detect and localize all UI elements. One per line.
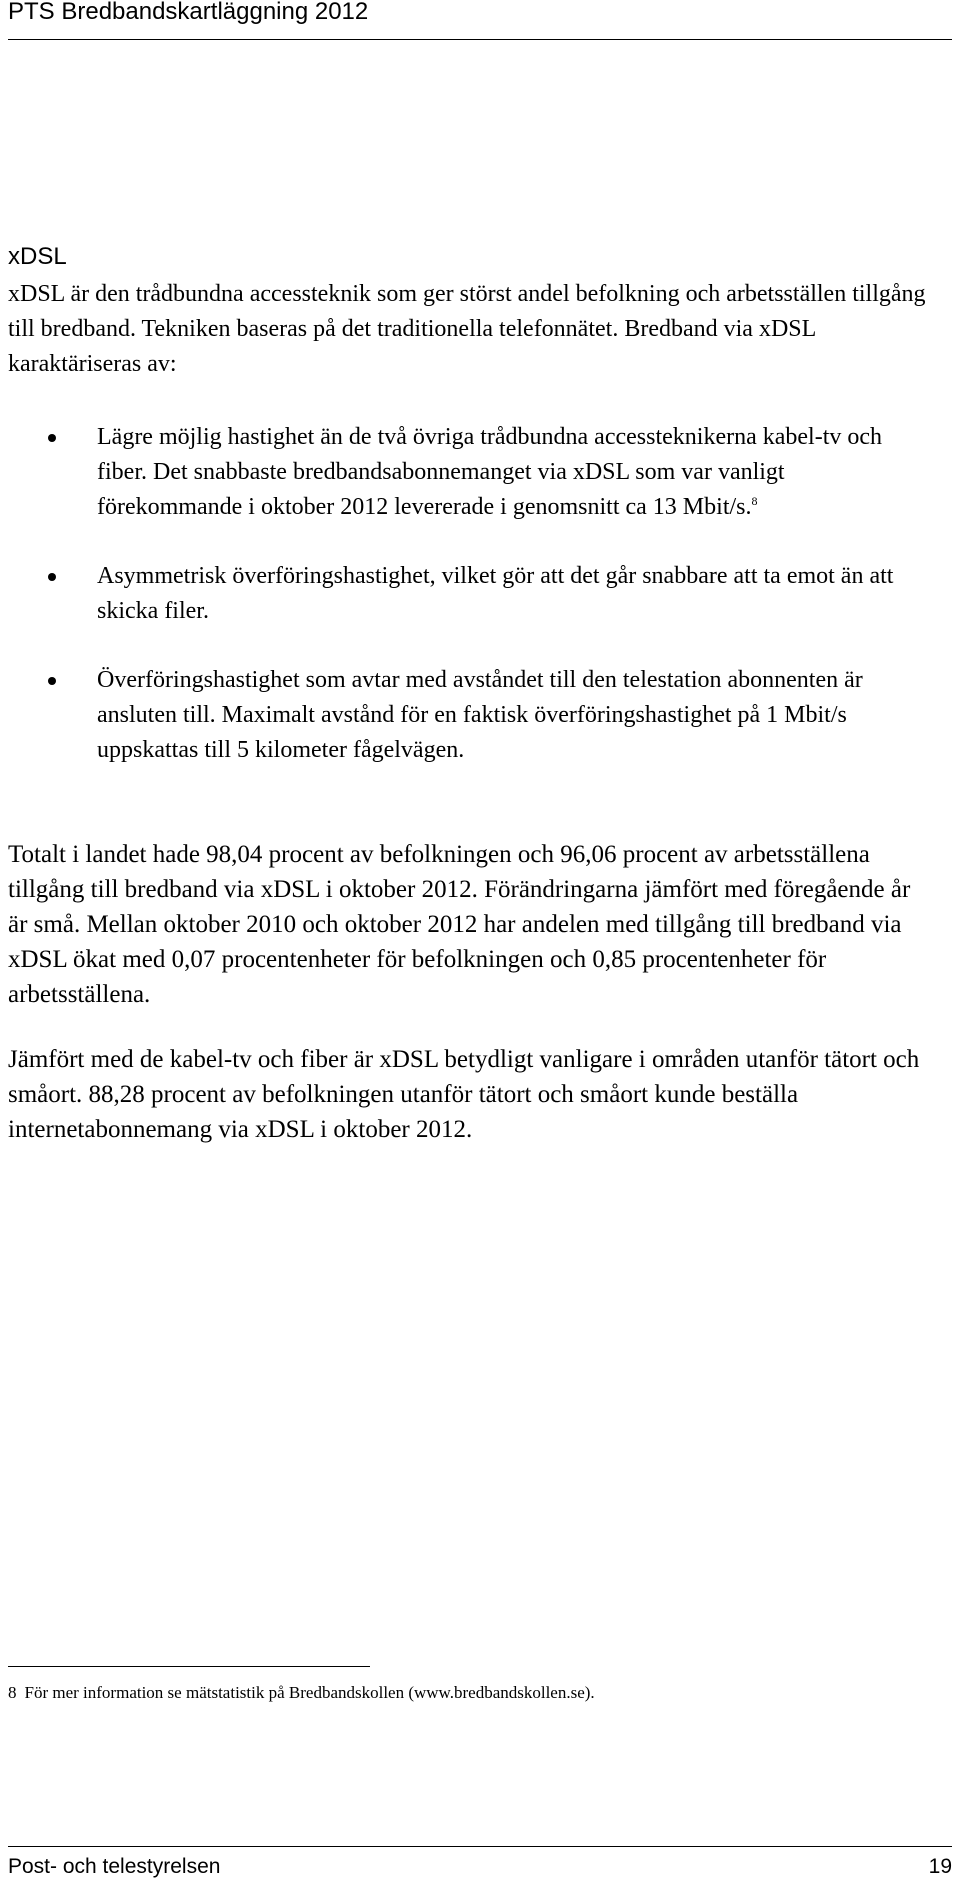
bullet-text: Överföringshastighet som avtar med avståndet till den telestation abonnenten är ansluten till. Maximalt avstånd för en faktisk överföringshastighet på 1 Mbit/s uppskattas till 5 kilometer fågelvägen. <box>97 667 863 763</box>
bullet-list <box>0 420 960 768</box>
footnote-reference[interactable]: 8 <box>751 494 758 508</box>
intro-paragraph: xDSL är den trådbundna accessteknik som ger störst andel befolkning och arbetsställen tillgång till bredband. Tekniken baseras på det traditionella telefonnätet. Bredband via xDSL karaktäriseras av: <box>8 281 926 377</box>
bullet-text: Asymmetrisk överföringshastighet, vilket gör att det går snabbare att ta emot än att skicka filer. <box>97 563 894 624</box>
bullet-icon <box>48 677 56 685</box>
bullet-icon <box>48 573 56 581</box>
footnote-number: 8 <box>8 1683 17 1702</box>
header-title: PTS Bredbandskartläggning 2012 <box>8 0 369 25</box>
bullet-text: Lägre möjlig hastighet än de två övriga trådbundna accessteknikerna kabel-tv och fiber. Det snabbaste bredbandsabonnemanget via xDSL som var vanligt förekommande i oktober 2012 levererade i genomsnitt ca 13 Mbit/s. <box>97 424 883 520</box>
footnote-text: För mer information se mätstatistik på Bredbandskollen (www.bredbandskollen.se). <box>24 1683 595 1702</box>
page-footer <box>8 1846 952 1881</box>
page-number: 19 <box>928 1855 952 1878</box>
list-item <box>0 559 917 629</box>
list-item <box>0 663 917 768</box>
footnote <box>8 1681 595 1705</box>
section-heading: xDSL <box>8 243 67 270</box>
body-paragraph: Totalt i landet hade 98,04 procent av befolkningen och 96,06 procent av arbetsställena tillgång till bredband via xDSL i oktober 2012. Förändringarna jämfört med föregående år är små. Mellan oktober 2010 och oktober 2012 har andelen med tillgång till bredband via xDSL ökat med 0,07 procentenheter för befolkningen och 0,85 procentenheter för arbetsställena. <box>8 841 911 1008</box>
list-item <box>0 420 917 525</box>
bullet-icon <box>48 434 56 442</box>
footer-publisher: Post- och telestyrelsen <box>8 1855 221 1878</box>
body-paragraph: Jämfört med de kabel-tv och fiber är xDSL betydligt vanligare i områden utanför tätort och småort. 88,28 procent av befolkningen utanför tätort och småort kunde beställa internetabonnemang via xDSL i oktober 2012. <box>8 1046 920 1143</box>
footnote-divider <box>8 1666 370 1667</box>
page-header <box>8 0 952 40</box>
